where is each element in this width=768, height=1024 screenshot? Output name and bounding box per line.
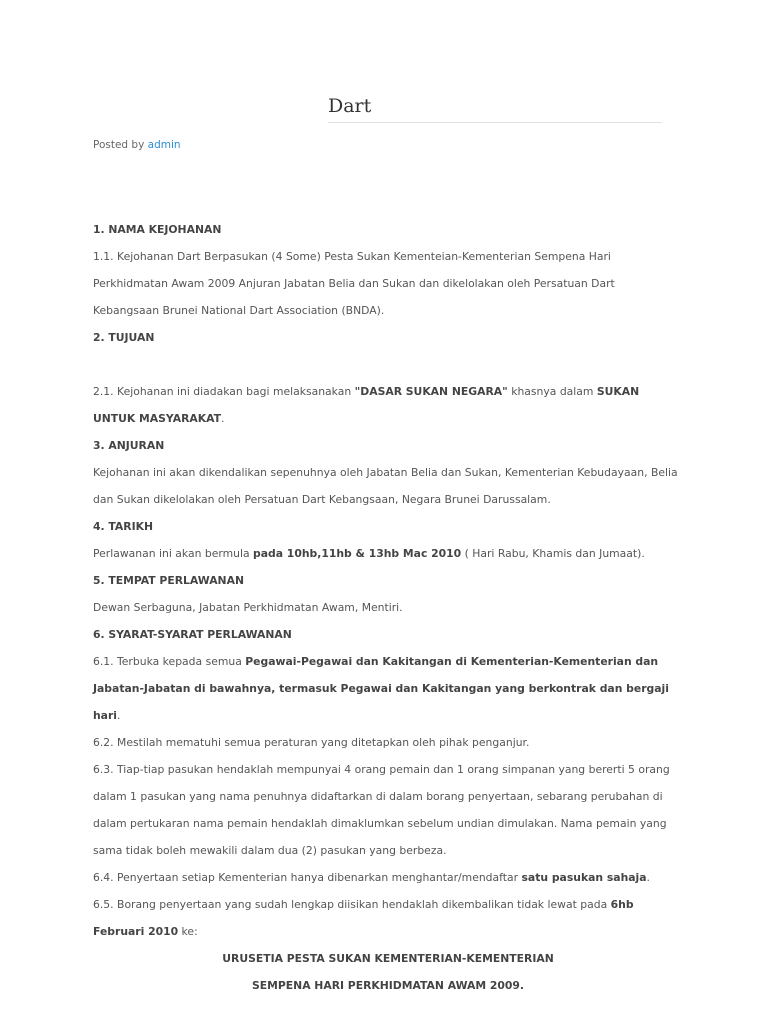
section-heading: 5. TEMPAT PERLAWANAN bbox=[93, 574, 244, 587]
posted-by-label: Posted by bbox=[93, 139, 145, 151]
paragraph: 1.1. Kejohanan Dart Berpasukan (4 Some) Pesta Sukan Kementeian-Kementerian Sempena Hari Perkhidmatan Awam 2009 Anjuran Jabatan Belia dan Sukan dan dikelolakan oleh Persatuan Dart Kebangsaan Brunei National Dart Association (BNDA). bbox=[93, 250, 615, 317]
section-heading: 2. TUJUAN bbox=[93, 331, 155, 344]
paragraph: 6.2. Mestilah mematuhi semua peraturan yang ditetapkan oleh pihak penganjur. bbox=[93, 736, 530, 749]
author-link[interactable]: admin bbox=[147, 139, 181, 151]
address-line: URUSETIA PESTA SUKAN KEMENTERIAN-KEMENTERIAN bbox=[222, 952, 554, 965]
section-heading: 4. TARIKH bbox=[93, 520, 153, 533]
post-title-block bbox=[328, 94, 662, 123]
paragraph: 6.3. Tiap-tiap pasukan hendaklah mempunyai 4 orang pemain dan 1 orang simpanan yang bererti 5 orang dalam 1 pasukan yang nama penuhnya didaftarkan di dalam borang penyertaan, sebarang perubahan di dalam pertukaran nama pemain hendaklah dimaklumkan sebelum undian dimulakan. Nama pemain yang sama tidak boleh mewakili dalam dua (2) pasukan yang berbeza. bbox=[93, 763, 670, 857]
paragraph: Kejohanan ini akan dikendalikan sepenuhnya oleh Jabatan Belia dan Sukan, Kementerian Kebudayaan, Belia dan Sukan dikelolakan oleh Persatuan Dart Kebangsaan, Negara Brunei Darussalam. bbox=[93, 466, 678, 506]
post-content bbox=[93, 216, 683, 999]
paragraph: Dewan Serbaguna, Jabatan Perkhidmatan Awam, Mentiri. bbox=[93, 601, 403, 614]
section-heading: 6. SYARAT-SYARAT PERLAWANAN bbox=[93, 628, 292, 641]
paragraph: 6.4. Penyertaan setiap Kementerian hanya dibenarkan menghantar/mendaftar satu pasukan sahaja. bbox=[93, 871, 650, 884]
post-meta bbox=[93, 137, 181, 153]
paragraph: 6.1. Terbuka kepada semua Pegawai-Pegawai dan Kakitangan di Kementerian-Kementerian dan Jabatan-Jabatan di bawahnya, termasuk Pegawai dan Kakitangan yang berkontrak dan bergaji hari. bbox=[93, 655, 669, 722]
section-heading: 1. NAMA KEJOHANAN bbox=[93, 223, 222, 236]
post-title: Dart bbox=[328, 95, 372, 117]
paragraph: 6.5. Borang penyertaan yang sudah lengkap diisikan hendaklah dikembalikan tidak lewat pada 6hb Februari 2010 ke: bbox=[93, 898, 634, 938]
paragraph: 2.1. Kejohanan ini diadakan bagi melaksanakan "DASAR SUKAN NEGARA" khasnya dalam SUKAN UNTUK MASYARAKAT. bbox=[93, 385, 640, 425]
paragraph: Perlawanan ini akan bermula pada 10hb,11hb & 13hb Mac 2010 ( Hari Rabu, Khamis dan Jumaat). bbox=[93, 547, 645, 560]
section-heading: 3. ANJURAN bbox=[93, 439, 165, 452]
address-line: SEMPENA HARI PERKHIDMATAN AWAM 2009. bbox=[251, 979, 525, 992]
